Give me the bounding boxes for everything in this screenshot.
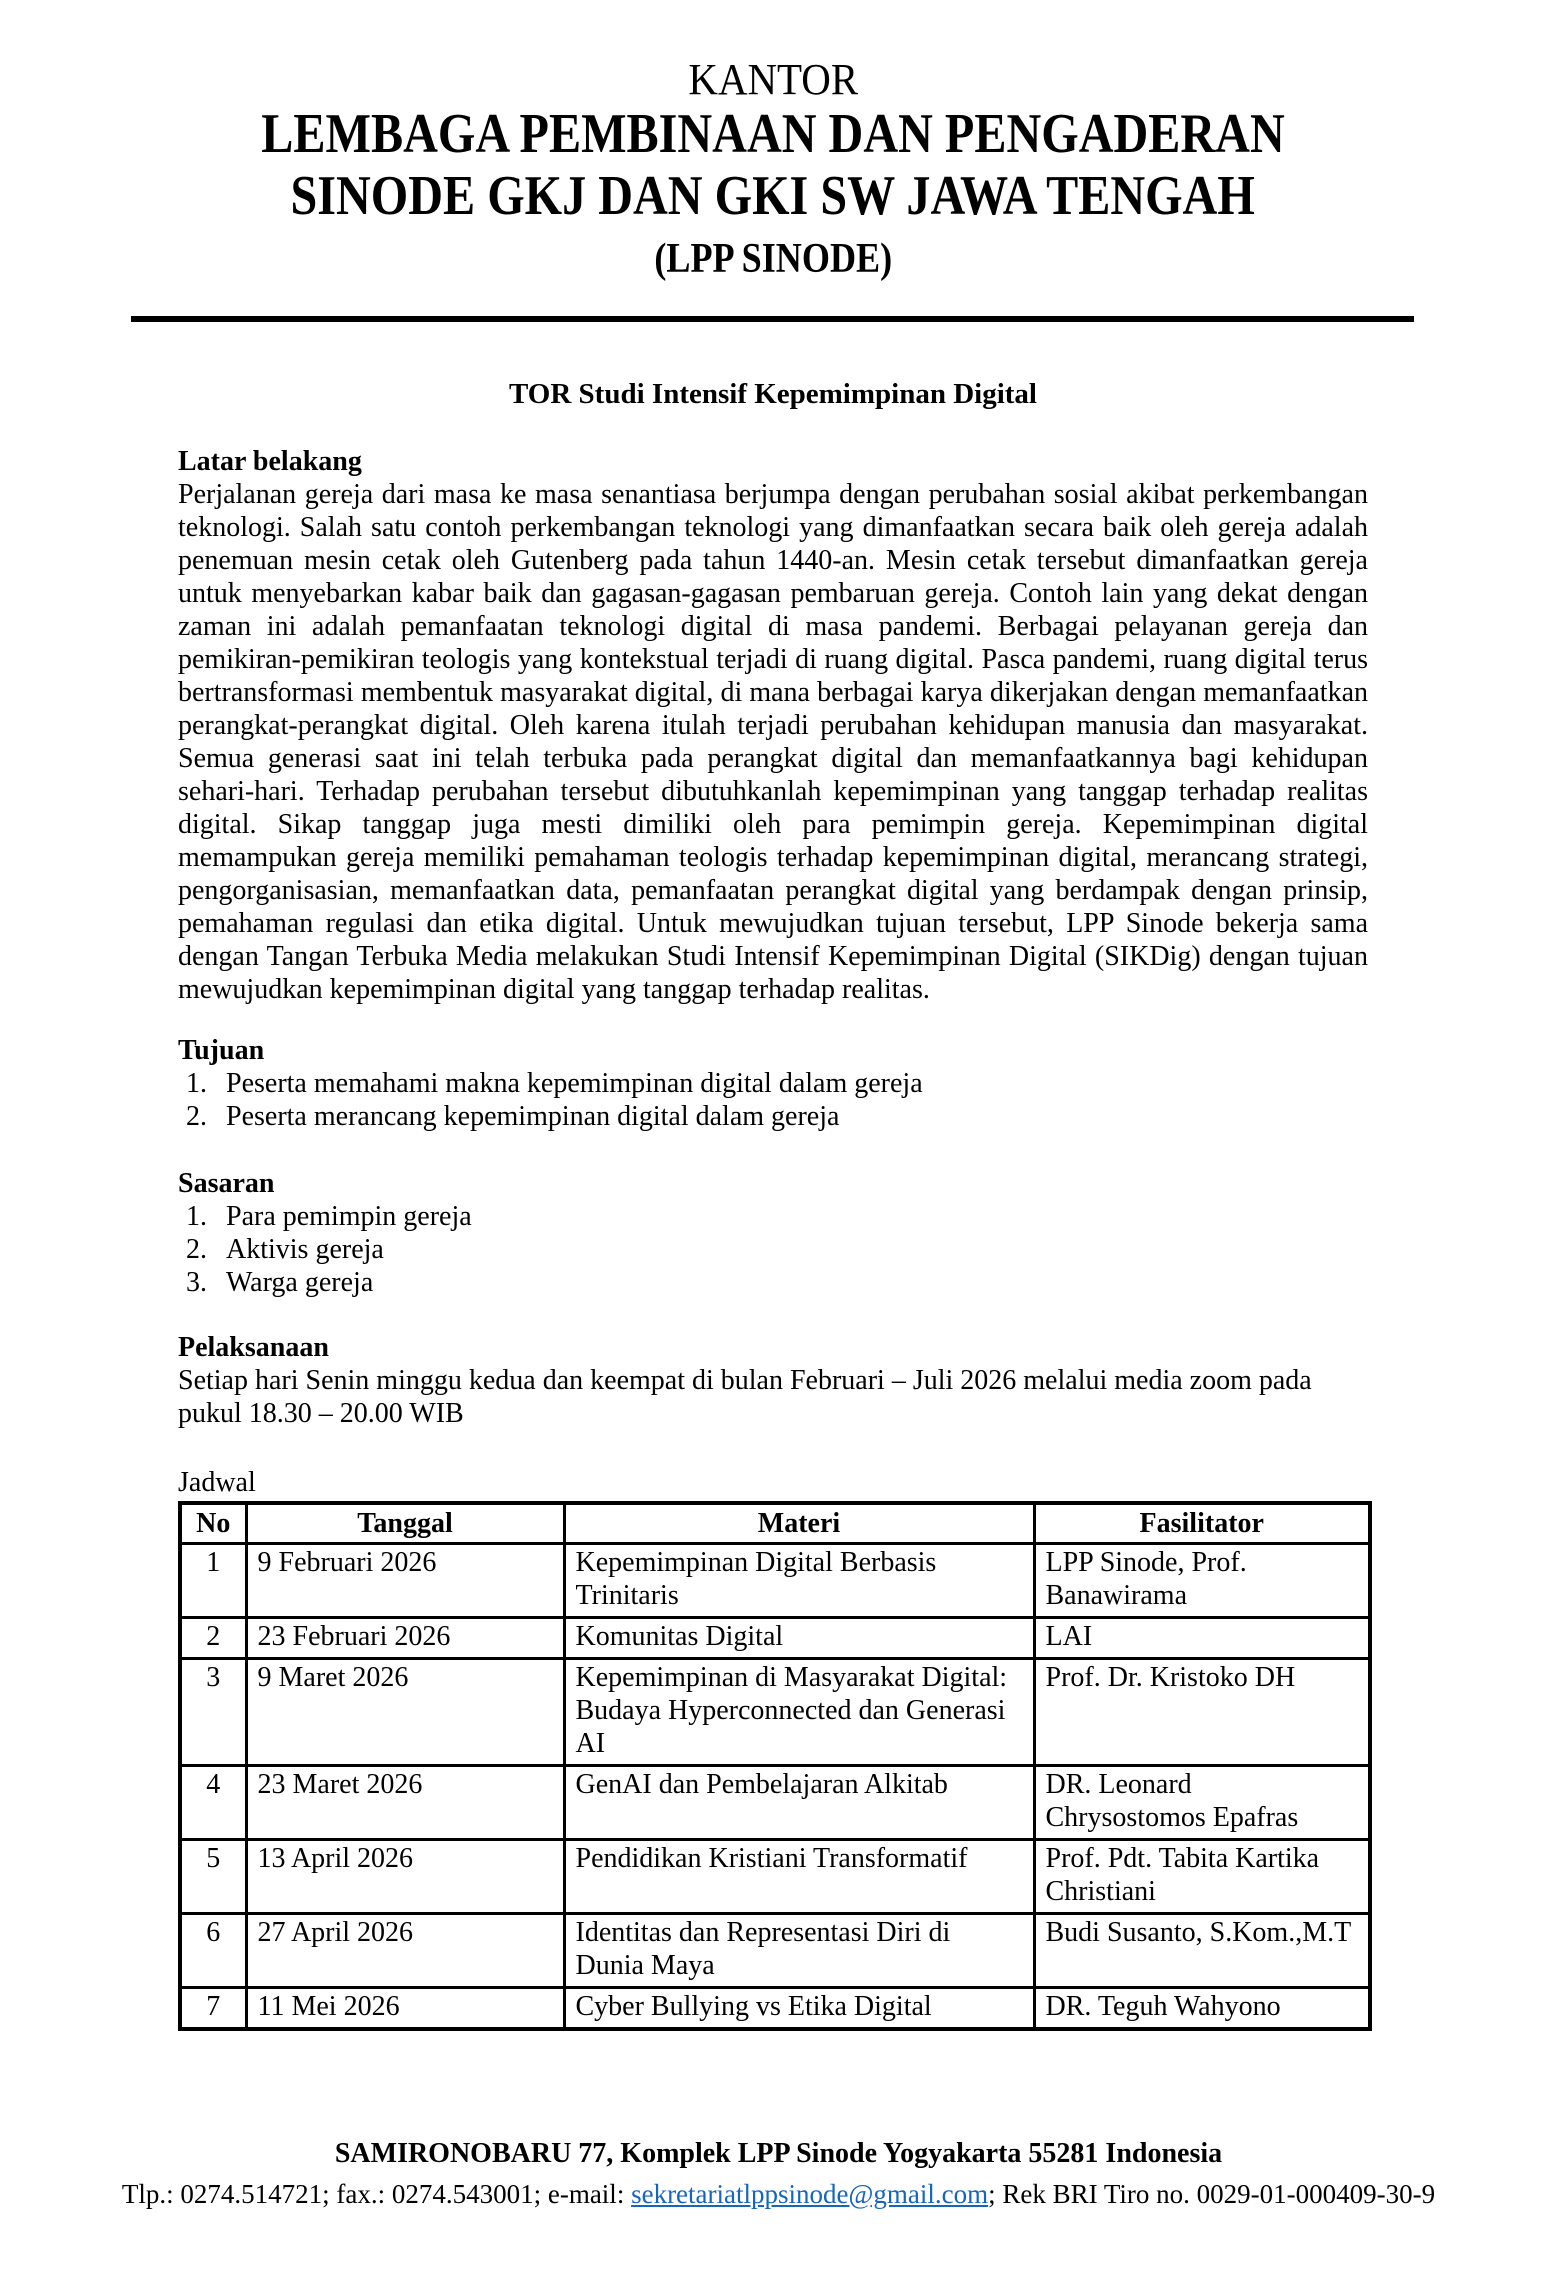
- cell-materi: Komunitas Digital: [564, 1617, 1034, 1658]
- column-header-tanggal: Tanggal: [246, 1503, 564, 1544]
- table-row: [180, 1543, 1370, 1617]
- list-item-number: 3.: [186, 1266, 207, 1298]
- cell-no: 7: [180, 1987, 246, 2029]
- table-header-row: [180, 1503, 1370, 1544]
- footer-contact-suffix: ; Rek BRI Tiro no. 0029-01-000409-30-9: [988, 2179, 1436, 2209]
- cell-no: 3: [180, 1658, 246, 1765]
- page-footer: [0, 2134, 1557, 2214]
- document-title: TOR Studi Intensif Kepemimpinan Digital: [508, 377, 1037, 410]
- list-item-text: Para pemimpin gereja: [226, 1200, 472, 1232]
- cell-fasilitator: Prof. Pdt. Tabita Kartika Christiani: [1034, 1839, 1370, 1913]
- cell-tanggal: 23 Februari 2026: [246, 1617, 564, 1658]
- table-row: [180, 1839, 1370, 1913]
- cell-materi: Kepemimpinan Digital Berbasis Trinitaris: [564, 1543, 1034, 1617]
- latar-belakang-paragraph: Perjalanan gereja dari masa ke masa senantiasa berjumpa dengan perubahan sosial akibat perkembangan teknologi. Salah satu contoh perkembangan teknologi yang dimanfaatkan secara baik oleh gereja adalah penemuan mesin cetak oleh Gutenberg pada tahun 1440-an. Mesin cetak tersebut dimanfaatkan gereja untuk menyebarkan kabar baik dan gagasan-gagasan pembaruan gereja. Contoh lain yang dekat dengan zaman ini adalah pemanfaatan teknologi digital di masa pandemi. Berbagai pelayanan gereja dan pemikiran-pemikiran teologis yang kontekstual terjadi di ruang digital. Pasca pandemi, ruang digital terus bertransformasi membentuk masyarakat digital, di mana berbagai karya dikerjakan dengan memanfaatkan perangkat-perangkat digital. Oleh karena itulah terjadi perubahan kehidupan manusia dan masyarakat. Semua generasi saat ini telah terbuka pada perangkat digital dan memanfaatkannya bagi kehidupan sehari-hari. Terhadap perubahan tersebut dibutuhkanlah kepemimpinan yang tanggap terhadap realitas digital. Sikap tanggap juga mesti dimiliki oleh para pemimpin gereja. Kepemimpinan digital memampukan gereja memiliki pemahaman teologis terhadap kepemimpinan digital, merancang strategi, pengorganisasian, memanfaatkan data, pemanfaatan perangkat digital yang berdampak dengan prinsip, pemahaman regulasi dan etika digital. Untuk mewujudkan tujuan tersebut, LPP Sinode bekerja sama dengan Tangan Terbuka Media melakukan Studi Intensif Kepemimpinan Digital (SIKDig) dengan tujuan mewujudkan kepemimpinan digital yang tanggap terhadap realitas.: [178, 478, 1368, 1005]
- letterhead-line-kantor: [178, 56, 1368, 104]
- email-link[interactable]: sekretariatlppsinode@gmail.com: [631, 2179, 989, 2209]
- footer-contact-line: [0, 2174, 1557, 2214]
- cell-materi: GenAI dan Pembelajaran Alkitab: [564, 1765, 1034, 1839]
- list-item-text: Peserta merancang kepemimpinan digital dalam gereja: [226, 1100, 840, 1132]
- letterhead-org-line1: [178, 104, 1368, 166]
- letterhead-kantor-text: KANTOR: [688, 55, 858, 104]
- letterhead-org-text1: LEMBAGA PEMBINAAN DAN PENGADERAN: [261, 103, 1285, 166]
- cell-tanggal: 9 Februari 2026: [246, 1543, 564, 1617]
- cell-fasilitator: LPP Sinode, Prof. Banawirama: [1034, 1543, 1370, 1617]
- list-item: [178, 1266, 1368, 1299]
- letterhead-org-line2: [178, 166, 1368, 228]
- letterhead-abbrev-text: (LPP SINODE): [654, 235, 892, 282]
- cell-tanggal: 27 April 2026: [246, 1913, 564, 1987]
- heading-latar-belakang: Latar belakang: [178, 445, 362, 477]
- letterhead-divider: [131, 316, 1414, 322]
- table-row: [180, 1913, 1370, 1987]
- letterhead: [178, 56, 1368, 282]
- list-item-number: 1.: [186, 1200, 207, 1232]
- tujuan-list: [178, 1067, 1368, 1133]
- list-item-text: Warga gereja: [226, 1266, 374, 1298]
- cell-no: 6: [180, 1913, 246, 1987]
- column-header-materi: Materi: [564, 1503, 1034, 1544]
- list-item: [178, 1067, 1368, 1100]
- heading-sasaran: Sasaran: [178, 1167, 275, 1199]
- table-row: [180, 1658, 1370, 1765]
- list-item-number: 2.: [186, 1233, 207, 1265]
- schedule-table: [178, 1501, 1372, 2031]
- list-item-text: Aktivis gereja: [226, 1233, 384, 1265]
- column-header-fasilitator: Fasilitator: [1034, 1503, 1370, 1544]
- jadwal-label: Jadwal: [178, 1466, 256, 1498]
- cell-no: 5: [180, 1839, 246, 1913]
- cell-fasilitator: Prof. Dr. Kristoko DH: [1034, 1658, 1370, 1765]
- cell-materi: Pendidikan Kristiani Transformatif: [564, 1839, 1034, 1913]
- pelaksanaan-paragraph: Setiap hari Senin minggu kedua dan keempat di bulan Februari – Juli 2026 melalui media zoom pada pukul 18.30 – 20.00 WIB: [178, 1364, 1312, 1429]
- footer-address: SAMIRONOBARU 77, Komplek LPP Sinode Yogyakarta 55281 Indonesia: [334, 2138, 1223, 2169]
- cell-fasilitator: DR. Leonard Chrysostomos Epafras: [1034, 1765, 1370, 1839]
- cell-no: 4: [180, 1765, 246, 1839]
- cell-fasilitator: Budi Susanto, S.Kom.,M.T: [1034, 1913, 1370, 1987]
- cell-tanggal: 11 Mei 2026: [246, 1987, 564, 2029]
- table-row: [180, 1765, 1370, 1839]
- cell-no: 1: [180, 1543, 246, 1617]
- list-item-text: Peserta memahami makna kepemimpinan digital dalam gereja: [226, 1067, 923, 1099]
- list-item: [178, 1233, 1368, 1266]
- cell-materi: Cyber Bullying vs Etika Digital: [564, 1987, 1034, 2029]
- list-item: [178, 1200, 1368, 1233]
- list-item: [178, 1100, 1368, 1133]
- cell-materi: Identitas dan Representasi Diri di Dunia Maya: [564, 1913, 1034, 1987]
- cell-fasilitator: DR. Teguh Wahyono: [1034, 1987, 1370, 2029]
- list-item-number: 2.: [186, 1100, 207, 1132]
- heading-tujuan: Tujuan: [178, 1034, 265, 1066]
- heading-pelaksanaan: Pelaksanaan: [178, 1331, 329, 1363]
- table-row: [180, 1617, 1370, 1658]
- list-item-number: 1.: [186, 1067, 207, 1099]
- letterhead-org-text2: SINODE GKJ DAN GKI SW JAWA TENGAH: [290, 164, 1256, 227]
- cell-tanggal: 13 April 2026: [246, 1839, 564, 1913]
- cell-tanggal: 9 Maret 2026: [246, 1658, 564, 1765]
- cell-materi: Kepemimpinan di Masyarakat Digital: Budaya Hyperconnected dan Generasi AI: [564, 1658, 1034, 1765]
- cell-no: 2: [180, 1617, 246, 1658]
- column-header-no: No: [180, 1503, 246, 1544]
- sasaran-list: [178, 1200, 1368, 1299]
- table-row: [180, 1987, 1370, 2029]
- cell-tanggal: 23 Maret 2026: [246, 1765, 564, 1839]
- footer-contact-prefix: Tlp.: 0274.514721; fax.: 0274.543001; e-mail:: [121, 2179, 632, 2209]
- cell-fasilitator: LAI: [1034, 1617, 1370, 1658]
- letterhead-abbrev-line: [178, 236, 1368, 282]
